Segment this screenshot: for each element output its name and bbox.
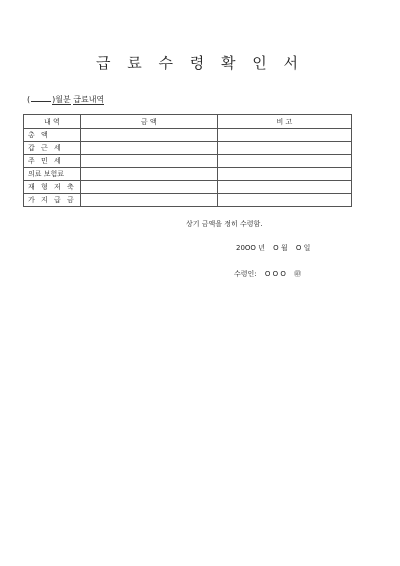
- header-amount: 금 액: [80, 115, 217, 129]
- row-remark[interactable]: [217, 155, 351, 168]
- row-label-health-insurance: 의료 보험료: [24, 168, 81, 181]
- date-month-unit: 월: [280, 244, 288, 252]
- row-amount[interactable]: [80, 181, 217, 194]
- row-label-advance: 가 지 급 금: [24, 194, 81, 207]
- row-remark[interactable]: [217, 142, 351, 155]
- row-amount[interactable]: [80, 155, 217, 168]
- table-row: [24, 129, 352, 142]
- date-day-unit: 일: [303, 244, 311, 252]
- row-label-resident-tax: 주 민 세: [24, 155, 81, 168]
- table-row: [24, 142, 352, 155]
- salary-table: [23, 114, 352, 207]
- document-title: 급 료 수 령 확 인 서: [95, 54, 305, 72]
- date-year-unit: 년: [258, 244, 265, 252]
- receipt-note: 상기 금액을 정히 수령함.: [186, 220, 263, 228]
- signature-label: 수령인:: [234, 270, 257, 278]
- month-open-paren: (: [27, 95, 31, 104]
- header-item: 내 역: [24, 115, 81, 129]
- row-label-income-tax: 갑 근 세: [24, 142, 81, 155]
- row-amount[interactable]: [80, 194, 217, 207]
- month-suffix: )월분: [52, 95, 71, 104]
- table-header-row: [24, 115, 352, 129]
- month-line: [27, 94, 104, 105]
- header-remark: 비 고: [217, 115, 351, 129]
- month-blank: [31, 101, 51, 102]
- row-amount[interactable]: [80, 168, 217, 181]
- date-line: [236, 243, 310, 253]
- date-month: O: [273, 244, 279, 252]
- table-row: [24, 194, 352, 207]
- row-amount[interactable]: [80, 142, 217, 155]
- row-remark[interactable]: [217, 129, 351, 142]
- table-row: [24, 155, 352, 168]
- signature-line: [234, 269, 301, 279]
- row-label-total: 총 액: [24, 129, 81, 142]
- row-remark[interactable]: [217, 194, 351, 207]
- signature-name: O O O: [264, 270, 286, 278]
- row-amount[interactable]: [80, 129, 217, 142]
- month-line-label: 급료내역: [73, 95, 105, 104]
- table-row: [24, 168, 352, 181]
- date-day: O: [295, 244, 302, 252]
- row-remark[interactable]: [217, 168, 351, 181]
- date-year: 20OO: [236, 244, 256, 252]
- table-row: [24, 181, 352, 194]
- row-label-savings: 재 형 저 축: [24, 181, 81, 194]
- seal-mark: ㊞: [294, 270, 302, 278]
- row-remark[interactable]: [217, 181, 351, 194]
